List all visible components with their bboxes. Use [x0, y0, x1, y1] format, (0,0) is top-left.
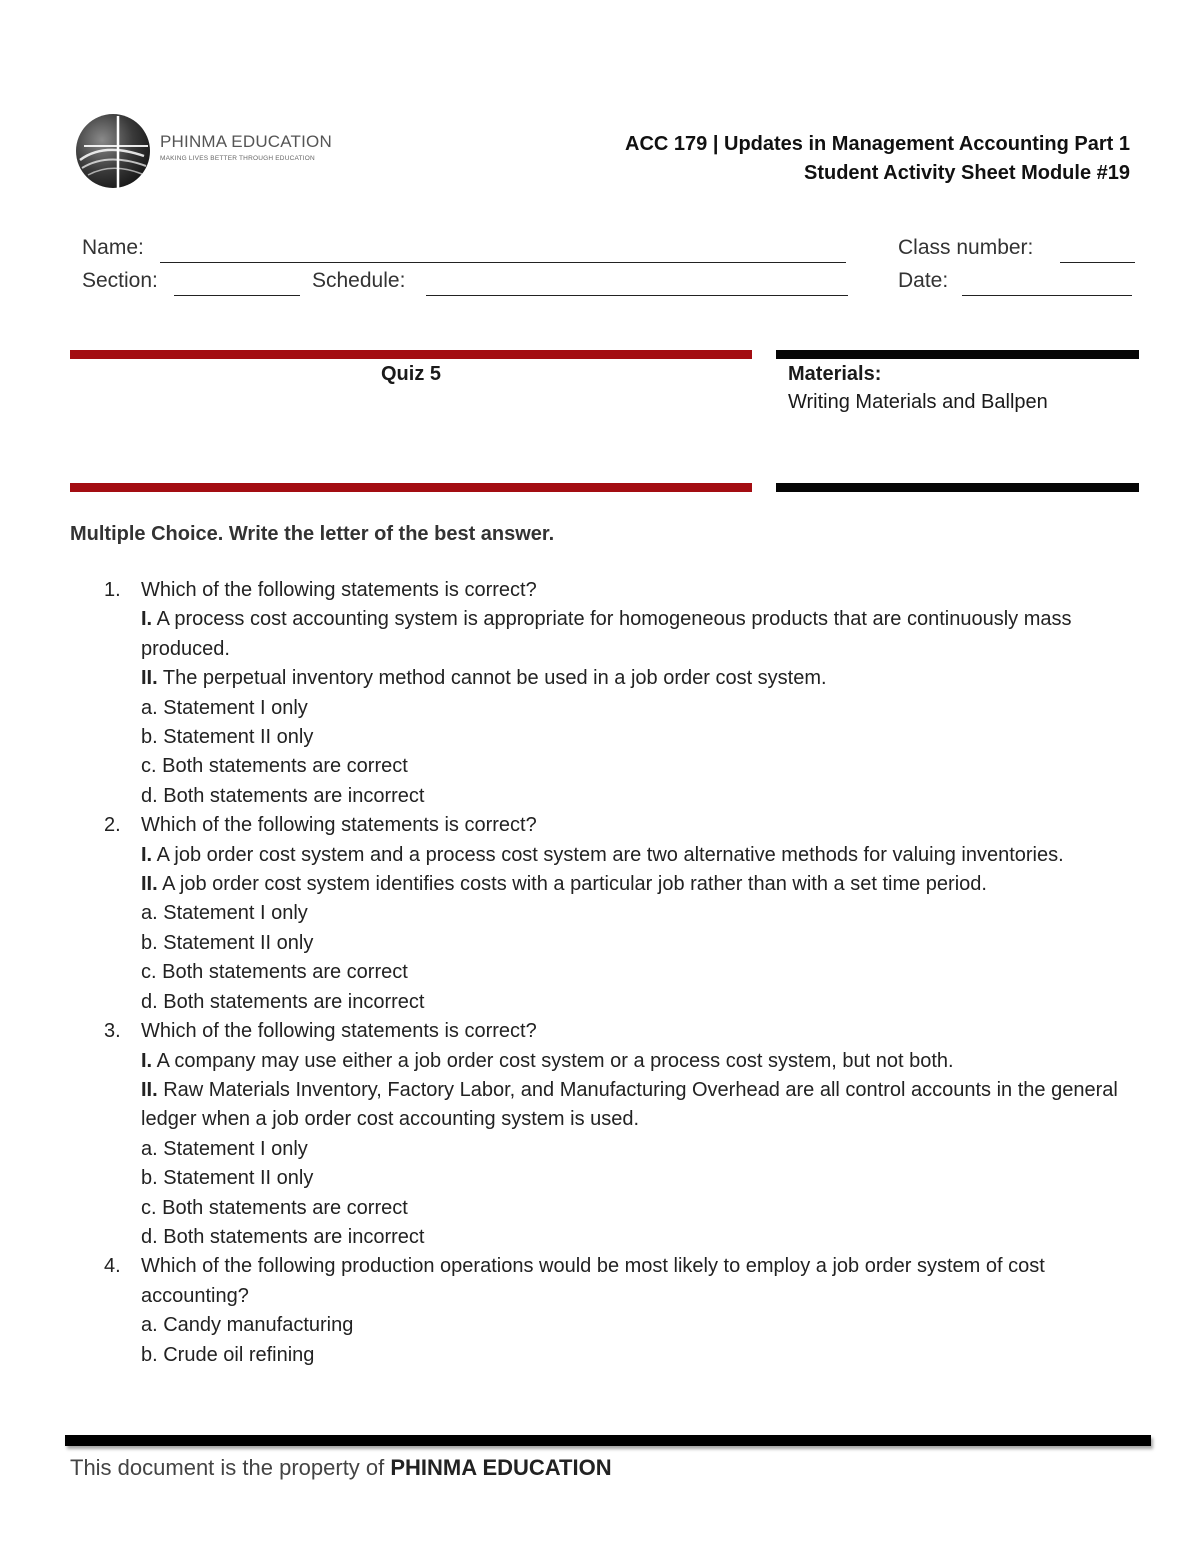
black-bottom-bar [776, 483, 1139, 492]
statement-numeral: II. [141, 1078, 158, 1101]
option-d: d. Both statements are incorrect [141, 784, 425, 807]
option-b: b. Statement II only [141, 726, 314, 749]
footer-brand: PHINMA EDUCATION [390, 1455, 612, 1480]
logo-name: PHINMA EDUCATION [160, 132, 332, 151]
question-number: 4. [104, 1255, 121, 1278]
phinma-globe-icon [74, 112, 152, 190]
option-b: b. Statement II only [141, 1167, 314, 1190]
red-top-bar [70, 350, 752, 359]
fields-row-2 [82, 269, 1142, 302]
class-number-label: Class number: [898, 236, 1034, 259]
option-a: a. Candy manufacturing [141, 1314, 354, 1337]
course-title: ACC 179 | Updates in Management Accounting Part 1 [625, 133, 1130, 155]
statement-1 [141, 841, 1130, 870]
class-number-field[interactable] [1060, 262, 1135, 263]
statement-1 [141, 605, 1130, 664]
statement-numeral: I. [141, 843, 153, 866]
phinma-logo [74, 112, 334, 190]
section-field[interactable] [174, 295, 300, 296]
statement-numeral: II. [141, 667, 158, 690]
statement-text: A job order cost system and a process cost system are two alternative methods for valuing inventories. [152, 843, 1064, 866]
question-number: 1. [104, 579, 121, 601]
question-number: 3. [104, 1020, 121, 1043]
option-a: a. Statement I only [141, 696, 308, 719]
statement-1 [141, 1047, 1130, 1076]
statement-numeral: I. [141, 1049, 153, 1072]
footer-bar [65, 1435, 1151, 1446]
statement-text: A company may use either a job order cost system or a process cost system, but not both. [152, 1049, 954, 1072]
question-text: Which of the following production operations would be most likely to employ a job order system of cost accounting? [141, 1255, 1045, 1307]
date-label: Date: [898, 269, 949, 292]
statement-2 [141, 1076, 1130, 1135]
materials-value: Writing Materials and Ballpen [788, 391, 1048, 413]
fields-row-1 [82, 236, 1142, 269]
question-item [70, 1252, 1130, 1370]
schedule-label: Schedule: [312, 269, 406, 292]
black-top-bar [776, 350, 1139, 359]
materials-label: Materials: [788, 363, 882, 385]
question-item [70, 576, 1130, 811]
option-b: b. Crude oil refining [141, 1343, 315, 1366]
question-text: Which of the following statements is correct? [141, 1020, 537, 1043]
footer-text: This document is the property of [70, 1455, 391, 1480]
section-label: Section: [82, 269, 158, 292]
question-list [70, 576, 1130, 1370]
red-bottom-bar [70, 483, 752, 492]
footer [70, 1455, 612, 1481]
instructions: Multiple Choice. Write the letter of the best answer. [70, 523, 555, 545]
question-item [70, 811, 1130, 1017]
question-number: 2. [104, 814, 121, 837]
question-text: Which of the following statements is correct? [141, 579, 537, 601]
name-field[interactable] [160, 262, 846, 263]
option-d: d. Both statements are incorrect [141, 1225, 425, 1248]
statement-text: A process cost accounting system is appropriate for homogeneous products that are continuously mass produced. [141, 608, 1072, 660]
quiz-title: Quiz 5 [380, 363, 441, 385]
statement-text: A job order cost system identifies costs with a particular job rather than with a set time period. [157, 873, 987, 896]
option-a: a. Statement I only [141, 902, 308, 925]
student-info-fields [82, 236, 1142, 302]
statement-text: The perpetual inventory method cannot be used in a job order cost system. [157, 667, 827, 690]
option-c: c. Both statements are correct [141, 1196, 408, 1219]
statement-text: Raw Materials Inventory, Factory Labor, and Manufacturing Overhead are all control accounts in the general ledger when a job order cost accounting system is used. [141, 1078, 1118, 1131]
question-item [70, 1017, 1130, 1252]
document-header [625, 130, 1130, 188]
schedule-field[interactable] [426, 295, 848, 296]
statement-numeral: II. [141, 873, 158, 896]
statement-2 [141, 870, 1130, 899]
statement-2 [141, 664, 1130, 693]
option-a: a. Statement I only [141, 1137, 308, 1160]
option-c: c. Both statements are correct [141, 961, 408, 984]
option-b: b. Statement II only [141, 931, 314, 954]
name-label: Name: [82, 236, 144, 259]
logo-tagline: MAKING LIVES BETTER THROUGH EDUCATION [160, 155, 315, 162]
module-title: Student Activity Sheet Module #19 [804, 162, 1130, 184]
statement-numeral: I. [141, 608, 153, 631]
option-d: d. Both statements are incorrect [141, 990, 425, 1013]
option-c: c. Both statements are correct [141, 755, 408, 778]
materials-box [788, 363, 1048, 414]
date-field[interactable] [962, 295, 1132, 296]
question-text: Which of the following statements is correct? [141, 814, 537, 837]
